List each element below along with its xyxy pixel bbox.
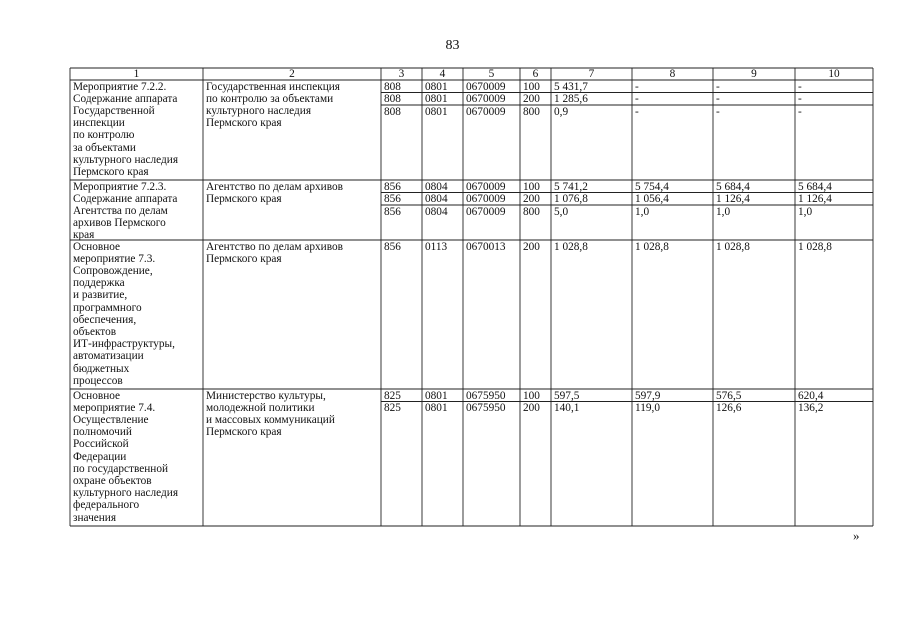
cell-c5: 0670009	[466, 205, 506, 218]
cell-c7: 1 285,6	[554, 93, 588, 105]
cell-c4: 0801	[425, 402, 448, 414]
cell-c5: 0670013	[466, 240, 506, 253]
cell-c6: 800	[523, 205, 540, 218]
cell-c8: 5 754,4	[635, 180, 669, 193]
column-header: 9	[751, 67, 757, 80]
cell-c5: 0670009	[466, 180, 506, 193]
activity-name: Основное мероприятие 7.3. Сопровождение, поддержка и развитие, программного обеспечения, объектов ИТ-инфраструктуры, автоматизации бюджетных процессов	[73, 240, 175, 387]
activity-name: Основное мероприятие 7.4. Осуществление полномочий Российской Федерации по государственной охране объектов культурного наследия федерального значения	[73, 389, 179, 524]
cell-c3: 808	[384, 105, 401, 118]
cell-c7: 597,5	[554, 389, 580, 402]
cell-c8: 1 056,4	[635, 193, 669, 205]
cell-c10: 620,4	[798, 389, 824, 402]
cell-c4: 0801	[425, 105, 448, 118]
cell-c10: 1 028,8	[798, 240, 832, 253]
cell-c10: 136,2	[798, 402, 824, 414]
cell-c6: 100	[523, 389, 540, 402]
cell-c3: 856	[384, 180, 401, 193]
cell-c4: 0804	[425, 193, 448, 205]
column-header: 6	[532, 67, 539, 80]
cell-c6: 200	[523, 240, 540, 253]
cell-c3: 825	[384, 402, 401, 414]
cell-c3: 856	[384, 205, 401, 218]
cell-c4: 0113	[425, 240, 448, 253]
cell-c9: 1 028,8	[716, 240, 750, 253]
cell-c3: 856	[384, 240, 401, 253]
cell-c9: -	[716, 93, 720, 105]
cell-c8: -	[635, 93, 639, 105]
cell-c10: 5 684,4	[798, 180, 832, 193]
cell-c6: 200	[523, 193, 540, 205]
cell-c9: 5 684,4	[716, 180, 750, 193]
cell-c7: 1 076,8	[554, 193, 588, 205]
cell-c8: -	[635, 105, 639, 118]
cell-c5: 0670009	[466, 93, 506, 105]
activity-name: Мероприятие 7.2.2. Содержание аппарата Государственной инспекции по контролю за объектами культурного наследия Пермского края	[73, 80, 179, 178]
cell-c4: 0804	[425, 205, 448, 218]
column-header: 8	[669, 67, 676, 80]
executor-name: Министерство культуры, молодежной политики и массовых коммуникаций Пермского края	[206, 389, 335, 439]
cell-c8: 1,0	[635, 205, 650, 218]
column-header: 3	[398, 67, 405, 80]
cell-c10: 1,0	[798, 205, 813, 218]
cell-c7: 5 431,7	[554, 80, 588, 93]
cell-c7: 5,0	[554, 205, 569, 218]
cell-c4: 0801	[425, 389, 448, 402]
cell-c4: 0801	[425, 80, 448, 93]
cell-c6: 800	[523, 105, 540, 118]
cell-c10: -	[798, 93, 802, 105]
cell-c9: 1 126,4	[716, 193, 750, 205]
cell-c5: 0670009	[466, 80, 506, 93]
cell-c9: 126,6	[716, 402, 742, 414]
column-header: 7	[588, 67, 595, 80]
page-number: 83	[445, 38, 460, 53]
column-header: 5	[488, 67, 495, 80]
cell-c9: -	[716, 80, 720, 93]
cell-c4: 0804	[425, 180, 448, 193]
cell-c5: 0675950	[466, 389, 506, 402]
closing-quote: »	[853, 528, 860, 543]
cell-c6: 100	[523, 80, 540, 93]
cell-c7: 140,1	[554, 402, 580, 414]
executor-name: Агентство по делам архивов Пермского края	[206, 180, 343, 205]
cell-c3: 808	[384, 93, 401, 105]
cell-c7: 5 741,2	[554, 180, 588, 193]
cell-c6: 200	[523, 93, 540, 105]
cell-c5: 0670009	[466, 105, 506, 118]
executor-name: Агентство по делам архивов Пермского края	[206, 240, 343, 265]
cell-c8: -	[635, 80, 639, 93]
cell-c9: 1,0	[716, 205, 731, 218]
column-header: 2	[289, 67, 295, 80]
activity-name: Мероприятие 7.2.3. Содержание аппарата Агентства по делам архивов Пермского края	[73, 180, 178, 242]
cell-c5: 0670009	[466, 193, 506, 205]
cell-c10: -	[798, 105, 802, 118]
cell-c9: 576,5	[716, 389, 742, 402]
cell-c8: 597,9	[635, 389, 661, 402]
cell-c3: 808	[384, 80, 401, 93]
cell-c3: 825	[384, 389, 401, 402]
column-header: 1	[133, 67, 140, 80]
column-header: 10	[828, 67, 840, 80]
cell-c10: -	[798, 80, 802, 93]
cell-c6: 200	[523, 402, 540, 414]
cell-c7: 0,9	[554, 105, 569, 118]
cell-c10: 1 126,4	[798, 193, 832, 205]
cell-c4: 0801	[425, 93, 448, 105]
column-header: 4	[439, 67, 446, 80]
cell-c5: 0675950	[466, 402, 506, 414]
cell-c8: 119,0	[635, 402, 660, 414]
cell-c6: 100	[523, 180, 540, 193]
cell-c3: 856	[384, 193, 401, 205]
cell-c9: -	[716, 105, 720, 118]
cell-c8: 1 028,8	[635, 240, 669, 253]
cell-c7: 1 028,8	[554, 240, 588, 253]
executor-name: Государственная инспекция по контролю за объектами культурного наследия Пермского края	[206, 80, 340, 130]
